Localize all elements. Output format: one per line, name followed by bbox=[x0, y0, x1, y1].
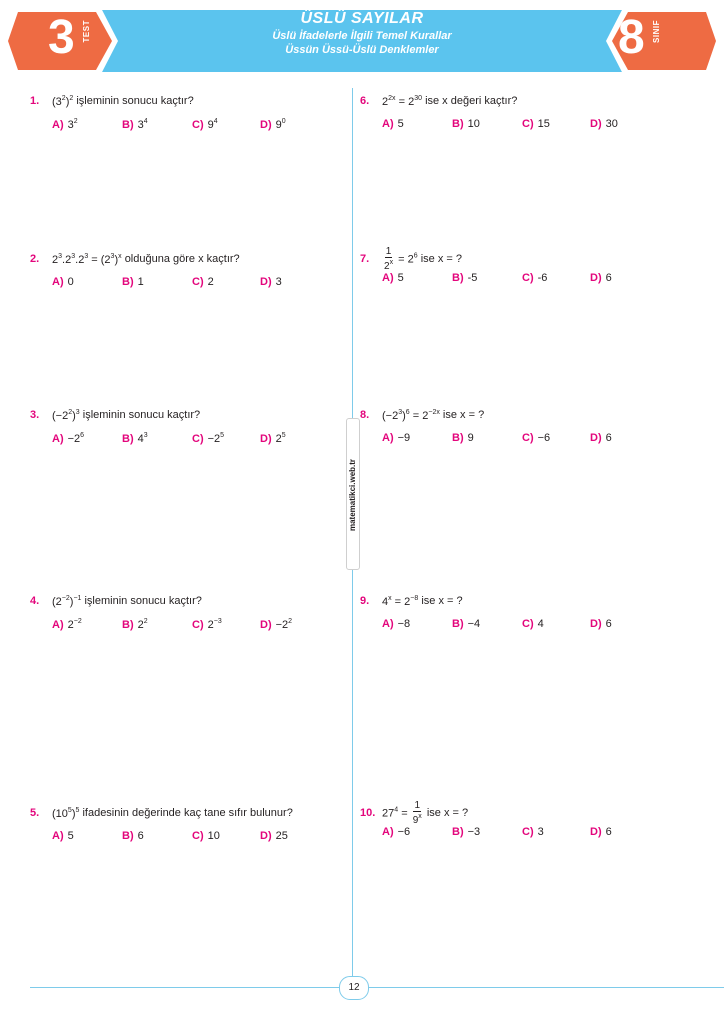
options bbox=[360, 272, 690, 290]
option-b[interactable]: B) 6 bbox=[122, 830, 144, 842]
footer-line-left bbox=[30, 987, 339, 988]
question-text: işleminin sonucu kaçtır? bbox=[82, 409, 201, 421]
option-a[interactable]: A) −9 bbox=[382, 432, 411, 444]
option-a[interactable]: A) $3^2$ bbox=[52, 118, 78, 131]
options bbox=[360, 118, 690, 136]
option-b[interactable]: B) 10 bbox=[452, 118, 480, 130]
option-d[interactable]: $D) -2^2$ bbox=[260, 618, 293, 631]
option-c[interactable]: C) $2^{-3}$ bbox=[192, 618, 222, 631]
page-subtitle-2: Üssün Üssü-Üslü Denklemler bbox=[285, 44, 439, 56]
question-stem bbox=[30, 248, 360, 270]
question-expression: $(-2^3)^6 = 2^{-2x}$ bbox=[382, 408, 440, 422]
question-3 bbox=[30, 404, 360, 450]
question-stem bbox=[30, 90, 360, 112]
option-a[interactable]: A) 0 bbox=[52, 276, 74, 288]
question-expression: $(-2^2)^3$ bbox=[52, 408, 80, 422]
option-c[interactable]: C) -6 bbox=[522, 272, 548, 284]
question-text: işleminin sonucu kaçtır? bbox=[84, 595, 202, 607]
question-number: 6. bbox=[360, 95, 370, 107]
header bbox=[0, 0, 724, 90]
question-text: ise x = ? bbox=[421, 595, 463, 607]
option-d[interactable]: D) $2^5$ bbox=[260, 432, 286, 445]
question-9 bbox=[360, 590, 690, 636]
watermark: matematikci.web.tr bbox=[348, 458, 357, 532]
option-b[interactable]: B) -5 bbox=[452, 272, 478, 284]
option-c[interactable]: C) 3 bbox=[522, 826, 544, 838]
options bbox=[360, 826, 690, 844]
question-text: ifadesinin değerinde kaç tane sıfır bulunur? bbox=[82, 807, 293, 819]
question-2 bbox=[30, 248, 360, 294]
test-label: TEST bbox=[82, 20, 91, 43]
options bbox=[30, 118, 360, 136]
options bbox=[360, 618, 690, 636]
option-c[interactable]: C) 4 bbox=[522, 618, 544, 630]
question-10 bbox=[360, 799, 690, 844]
option-d[interactable]: D) 6 bbox=[590, 432, 612, 444]
question-stem bbox=[360, 404, 690, 426]
options bbox=[360, 432, 690, 450]
question-stem bbox=[360, 245, 690, 272]
option-c[interactable]: C) −6 bbox=[522, 432, 551, 444]
option-c[interactable]: C) 10 bbox=[192, 830, 220, 842]
question-number: 7. bbox=[360, 253, 370, 265]
option-a[interactable]: A) 5 bbox=[382, 272, 404, 284]
option-a[interactable]: A) 5 bbox=[382, 118, 404, 130]
question-number: 2. bbox=[30, 253, 40, 265]
option-c[interactable]: C) $9^4$ bbox=[192, 118, 218, 131]
question-stem bbox=[30, 590, 360, 612]
options bbox=[30, 618, 360, 636]
option-c[interactable]: C) 15 bbox=[522, 118, 550, 130]
question-6 bbox=[360, 90, 690, 136]
question-number: 1. bbox=[30, 95, 40, 107]
option-c[interactable]: C) 2 bbox=[192, 276, 214, 288]
option-a[interactable]: A) 5 bbox=[52, 830, 74, 842]
option-b[interactable]: B) $4^3$ bbox=[122, 432, 148, 445]
page-number: 12 bbox=[339, 976, 369, 1000]
page-subtitle-1: Üslü İfadelerle İlgili Temel Kurallar bbox=[272, 30, 452, 42]
option-a[interactable]: A) −6 bbox=[382, 826, 411, 838]
question-stem bbox=[360, 590, 690, 612]
question-text: olduğuna göre x kaçtır? bbox=[124, 253, 240, 265]
question-text: işleminin sonucu kaçtır? bbox=[76, 95, 194, 107]
grade-label: SINIF bbox=[652, 20, 661, 43]
options bbox=[30, 276, 360, 294]
question-7 bbox=[360, 245, 690, 290]
question-stem bbox=[360, 799, 690, 826]
option-b[interactable]: B) $3^4$ bbox=[122, 118, 148, 131]
question-expression: $(2^{-2})^{-1}$ bbox=[52, 594, 82, 608]
option-c[interactable]: $C) -2^5$ bbox=[192, 432, 225, 445]
question-number: 5. bbox=[30, 807, 40, 819]
option-d[interactable]: D) 3 bbox=[260, 276, 282, 288]
option-a[interactable]: A) $2^{-2}$ bbox=[52, 618, 82, 631]
question-number: 4. bbox=[30, 595, 40, 607]
question-text: ise x = ? bbox=[420, 253, 462, 265]
option-b[interactable]: B) 1 bbox=[122, 276, 144, 288]
option-a[interactable]: A) −8 bbox=[382, 618, 411, 630]
question-number: 3. bbox=[30, 409, 40, 421]
options bbox=[30, 432, 360, 450]
option-b[interactable]: B) $2^2$ bbox=[122, 618, 148, 631]
page-title: ÜSLÜ SAYILAR bbox=[300, 10, 424, 27]
option-b[interactable]: B) −4 bbox=[452, 618, 481, 630]
question-number: 10. bbox=[360, 807, 376, 819]
question-1 bbox=[30, 90, 360, 136]
option-d[interactable]: D) $9^0$ bbox=[260, 118, 286, 131]
option-d[interactable]: D) 6 bbox=[590, 618, 612, 630]
question-stem bbox=[30, 404, 360, 426]
question-expression: $2^{2x} = 2^{30}$ bbox=[382, 94, 422, 108]
options bbox=[30, 830, 360, 848]
question-text: ise x = ? bbox=[442, 409, 485, 421]
test-number: 3 bbox=[48, 11, 75, 64]
question-number: 9. bbox=[360, 595, 370, 607]
question-expression: $4^x = 2^{-8}$ bbox=[382, 594, 419, 608]
option-d[interactable]: D) 6 bbox=[590, 272, 612, 284]
option-b[interactable]: B) 9 bbox=[452, 432, 474, 444]
question-expression: $2^3.2^3.2^3 = (2^3)^x$ bbox=[52, 252, 122, 266]
option-d[interactable]: D) 6 bbox=[590, 826, 612, 838]
grade-number: 8 bbox=[618, 11, 645, 64]
option-a[interactable]: $A) -2^6$ bbox=[52, 432, 85, 445]
question-text: ise x değeri kaçtır? bbox=[425, 95, 518, 107]
question-stem bbox=[360, 90, 690, 112]
question-4 bbox=[30, 590, 360, 636]
question-expression: $(10^5)^5$ bbox=[52, 806, 80, 820]
question-5 bbox=[30, 802, 360, 848]
question-expression: $(3^2)^2$ bbox=[52, 94, 74, 108]
question-stem bbox=[30, 802, 360, 824]
question-8 bbox=[360, 404, 690, 450]
footer-line-right bbox=[367, 987, 724, 988]
option-d[interactable]: D) 30 bbox=[590, 118, 618, 130]
option-b[interactable]: B) −3 bbox=[452, 826, 481, 838]
question-number: 8. bbox=[360, 409, 370, 421]
option-d[interactable]: D) 25 bbox=[260, 830, 288, 842]
question-expression: $\frac{1}{2^x}$ = $2^6$ bbox=[384, 245, 418, 272]
question-expression: $27^4$ = $\frac{1}{9^x}$ bbox=[382, 799, 422, 826]
question-text: ise x = ? bbox=[426, 807, 469, 819]
